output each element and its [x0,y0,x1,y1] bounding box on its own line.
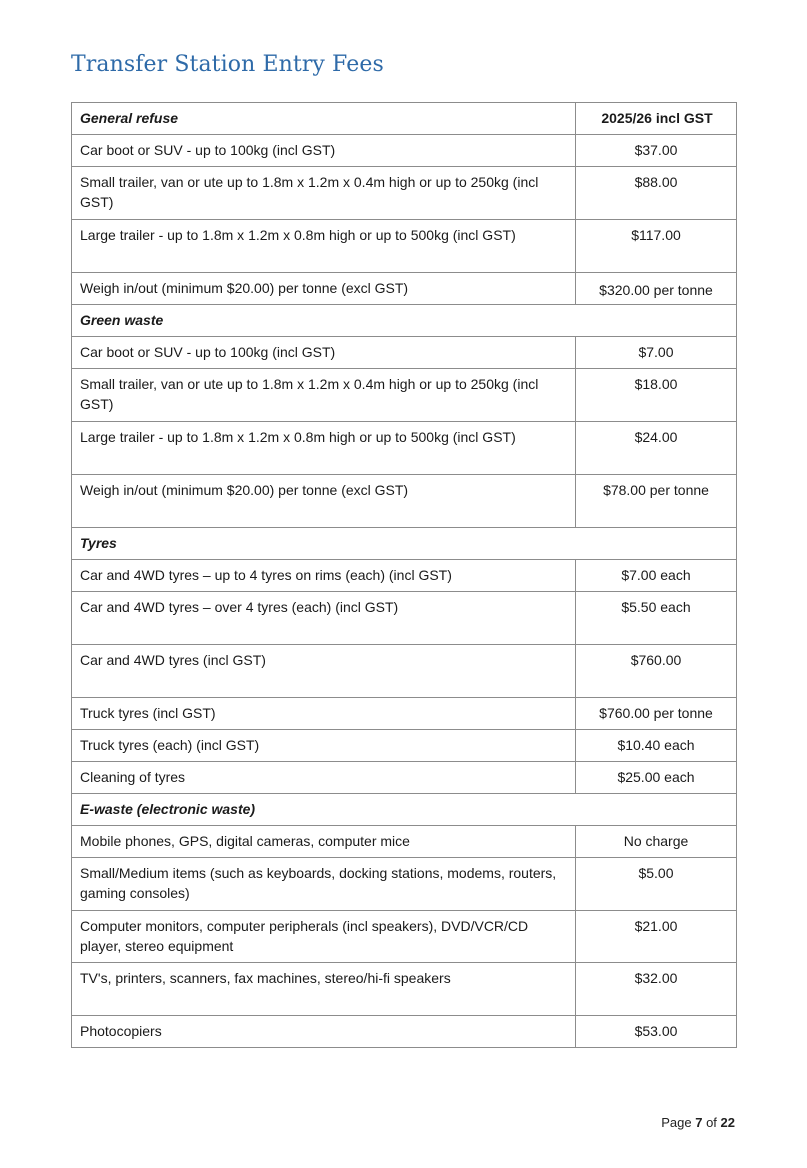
table-row [72,762,737,794]
item-cell: Weigh in/out (minimum $20.00) per tonne (excl GST) [72,273,576,305]
section-header-row [72,528,737,560]
table-row [72,730,737,762]
item-cell: TV's, printers, scanners, fax machines, stereo/hi-fi speakers [72,963,576,1016]
item-cell: Small trailer, van or ute up to 1.8m x 1.2m x 0.4m high or up to 250kg (incl GST) [72,167,576,220]
fee-cell: $24.00 [576,422,737,475]
item-cell: Small trailer, van or ute up to 1.8m x 1.2m x 0.4m high or up to 250kg (incl GST) [72,369,576,422]
item-cell: Small/Medium items (such as keyboards, docking stations, modems, routers, gaming consoles) [72,858,576,911]
fee-cell: $320.00 per tonne [576,273,737,305]
section-header-row [72,103,737,135]
section-header-row [72,305,737,337]
fee-cell: $7.00 each [576,560,737,592]
table-row [72,475,737,528]
section-heading: E-waste (electronic waste) [72,794,737,826]
item-cell: Large trailer - up to 1.8m x 1.2m x 0.8m high or up to 500kg (incl GST) [72,220,576,273]
table-row [72,135,737,167]
fee-cell: No charge [576,826,737,858]
item-cell: Mobile phones, GPS, digital cameras, computer mice [72,826,576,858]
item-cell: Cleaning of tyres [72,762,576,794]
section-heading: General refuse [72,103,576,135]
fee-cell: $760.00 per tonne [576,698,737,730]
total-pages: 22 [720,1115,735,1130]
table-row [72,273,737,305]
fee-cell: $78.00 per tonne [576,475,737,528]
item-cell: Large trailer - up to 1.8m x 1.2m x 0.8m high or up to 500kg (incl GST) [72,422,576,475]
item-cell: Weigh in/out (minimum $20.00) per tonne (excl GST) [72,475,576,528]
fee-cell: $117.00 [576,220,737,273]
item-cell: Truck tyres (each) (incl GST) [72,730,576,762]
table-row [72,826,737,858]
page-title: Transfer Station Entry Fees [71,52,384,77]
table-row [72,337,737,369]
fee-cell: $21.00 [576,911,737,963]
fees-table [71,102,737,1048]
table-row [72,560,737,592]
table-row [72,167,737,220]
item-cell: Truck tyres (incl GST) [72,698,576,730]
section-heading: Green waste [72,305,737,337]
table-row [72,220,737,273]
fee-column-header: 2025/26 incl GST [576,103,737,135]
fee-cell: $32.00 [576,963,737,1016]
section-header-row [72,794,737,826]
fee-cell: $5.50 each [576,592,737,645]
fee-cell: $53.00 [576,1016,737,1048]
item-cell: Car and 4WD tyres (incl GST) [72,645,576,698]
fee-cell: $37.00 [576,135,737,167]
table-row [72,1016,737,1048]
table-row [72,592,737,645]
item-cell: Car and 4WD tyres – up to 4 tyres on rims (each) (incl GST) [72,560,576,592]
current-page: 7 [695,1115,703,1130]
table-row [72,698,737,730]
item-cell: Car and 4WD tyres – over 4 tyres (each) (incl GST) [72,592,576,645]
fee-cell: $5.00 [576,858,737,911]
fee-cell: $10.40 each [576,730,737,762]
fee-cell: $18.00 [576,369,737,422]
table-row [72,369,737,422]
table-row [72,858,737,911]
table-row [72,963,737,1016]
table-row [72,911,737,963]
item-cell: Photocopiers [72,1016,576,1048]
fee-cell: $760.00 [576,645,737,698]
fee-cell: $25.00 each [576,762,737,794]
item-cell: Car boot or SUV - up to 100kg (incl GST) [72,337,576,369]
page-label: Page [661,1115,692,1130]
table-row [72,645,737,698]
fee-cell: $88.00 [576,167,737,220]
item-cell: Car boot or SUV - up to 100kg (incl GST) [72,135,576,167]
fee-cell: $7.00 [576,337,737,369]
page-number [661,1115,735,1130]
item-cell: Computer monitors, computer peripherals (incl speakers), DVD/VCR/CD player, stereo equipment [72,911,576,963]
table-row [72,422,737,475]
section-heading: Tyres [72,528,737,560]
page-of-label: of [706,1115,717,1130]
